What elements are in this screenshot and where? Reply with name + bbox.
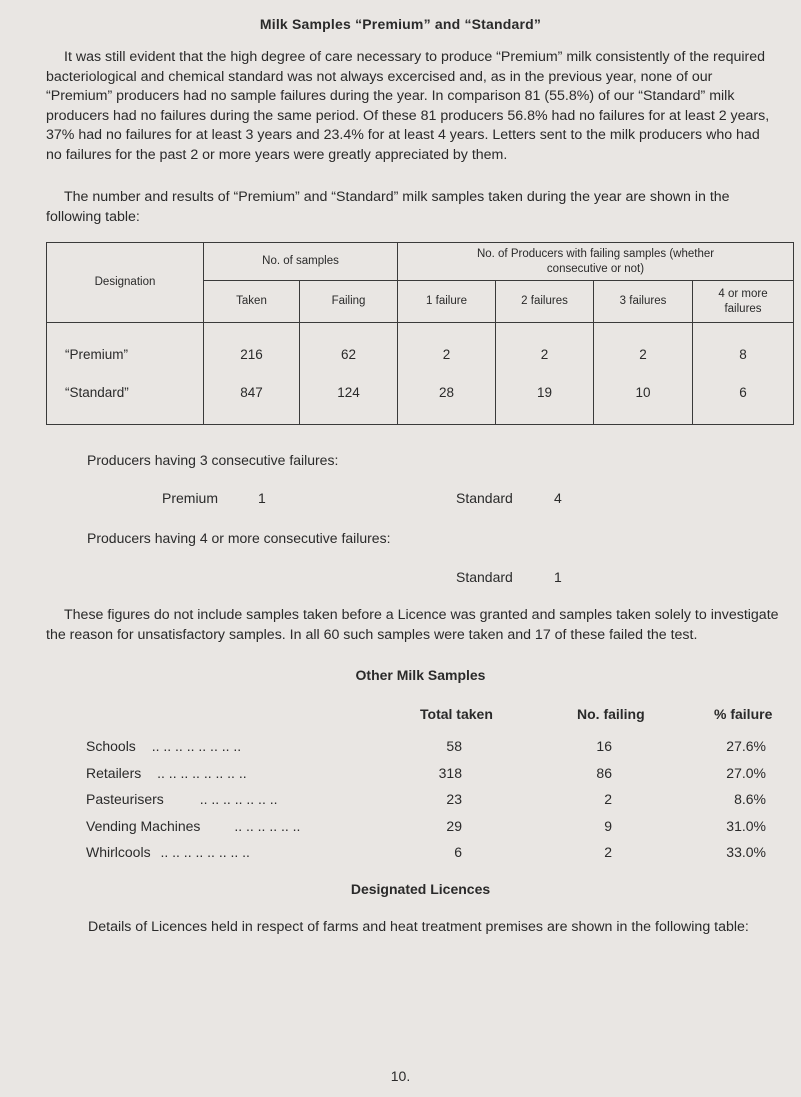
sub-header-4-or-more: 4 or more failures [693, 281, 794, 323]
three-failures-cell [594, 323, 693, 425]
standard-1-failure: 28 [439, 385, 455, 400]
list-item [86, 844, 250, 860]
premium-4-plus-failures: 8 [739, 347, 747, 362]
row-label-pasteurisers: Pasteurisers [86, 791, 164, 807]
whirlcools-percent: 33.0% [726, 844, 766, 860]
retailers-failing: 86 [596, 765, 612, 781]
table-intro-paragraph [46, 188, 776, 227]
designated-licences-title: Designated Licences [350, 881, 491, 897]
sub-header-2-failures: 2 failures [496, 281, 594, 323]
sub-header-3-failures: 3 failures [594, 281, 693, 323]
standard-4-plus-failures: 6 [739, 385, 747, 400]
licences-paragraph [88, 918, 788, 938]
pasteurisers-total: 23 [446, 791, 462, 807]
other-milk-samples-title: Other Milk Samples [355, 667, 486, 683]
row-label-schools: Schools [86, 738, 136, 754]
premium-failing: 62 [340, 347, 357, 362]
consecutive3-premium-value: 1 [258, 490, 266, 506]
paragraph-table-intro: The number and results of “Premium” and “Standard” milk samples taken during the year are shown in the following table: [46, 189, 730, 225]
standard-failing: 124 [337, 385, 360, 400]
list-item [86, 765, 247, 781]
vending-machines-total: 29 [446, 818, 462, 834]
row-label-vending-machines: Vending Machines [86, 818, 201, 834]
pasteurisers-failing: 2 [604, 791, 612, 807]
paragraph-licences: Details of Licences held in respect of farms and heat treatment premises are shown in the following table: [88, 919, 749, 935]
consecutive3-label: Producers having 3 consecutive failures: [87, 452, 339, 468]
designation-standard: “Standard” [65, 385, 129, 400]
consecutive4-standard-value: 1 [554, 569, 562, 585]
intro-paragraph [46, 48, 776, 166]
premium-2-failures: 2 [540, 347, 549, 362]
vending-machines-failing: 9 [604, 818, 612, 834]
consecutive3-premium-label: Premium [162, 490, 219, 506]
designation-cell [47, 323, 204, 425]
consecutive3-standard-value: 4 [554, 490, 562, 506]
one-failure-cell [398, 323, 496, 425]
standard-2-failures: 19 [537, 385, 553, 400]
retailers-total: 318 [438, 765, 462, 781]
two-failures-cell [496, 323, 594, 425]
samples-table [46, 242, 794, 425]
list-item [86, 738, 241, 754]
producers-header: No. of Producers with failing samples (whether consecutive or not) [398, 243, 794, 281]
page-number: 10. [390, 1068, 411, 1084]
schools-percent: 27.6% [726, 738, 766, 754]
retailers-percent: 27.0% [726, 765, 766, 781]
samples-header: No. of samples [204, 243, 398, 281]
premium-1-failure: 2 [442, 347, 451, 362]
whirlcools-total: 6 [454, 844, 462, 860]
no-failing-header: No. failing [577, 706, 645, 722]
schools-failing: 16 [596, 738, 612, 754]
designation-premium: “Premium” [65, 347, 128, 362]
failing-cell [300, 323, 398, 425]
designation-header: Designation [47, 243, 204, 323]
leader-dots: .. .. .. .. .. .. .. [199, 791, 278, 807]
paragraph-exclusions: These figures do not include samples taken before a Licence was granted and samples taken solely to investigate the reason for unsatisfactory samples. In all 60 such samples were taken and 17 of these failed the test. [46, 607, 779, 643]
row-label-whirlcools: Whirlcools [86, 844, 151, 860]
leader-dots: .. .. .. .. .. .. [234, 818, 301, 834]
pasteurisers-percent: 8.6% [734, 791, 766, 807]
premium-taken: 216 [240, 347, 263, 362]
exclusions-paragraph [46, 606, 796, 645]
standard-3-failures: 10 [635, 385, 651, 400]
leader-dots: .. .. .. .. .. .. .. .. [157, 765, 247, 781]
leader-dots: .. .. .. .. .. .. .. .. [151, 738, 242, 754]
sub-header-1-failure: 1 failure [398, 281, 496, 323]
page-title: Milk Samples “Premium” and “Standard” [259, 16, 542, 32]
schools-total: 58 [446, 738, 462, 754]
consecutive3-standard-label: Standard [456, 490, 513, 506]
consecutive4-standard-label: Standard [456, 569, 513, 585]
standard-taken: 847 [240, 385, 263, 400]
sub-header-taken: Taken [204, 281, 300, 323]
leader-dots: .. .. .. .. .. .. .. .. [160, 844, 250, 860]
row-label-retailers: Retailers [86, 765, 142, 781]
whirlcools-failing: 2 [604, 844, 612, 860]
list-item [86, 818, 300, 834]
premium-3-failures: 2 [639, 347, 647, 362]
four-plus-failures-cell [693, 323, 794, 425]
percent-failure-header: % failure [714, 706, 773, 722]
paragraph-premium-standard: It was still evident that the high degree of care necessary to produce “Premium” milk consistently of the required bacteriological and chemical standard was not always excercised and, as in the previous year, none of our “Premium” producers had no sample failures during the year. In comparison 81 (55.8%) of our “Standard” milk producers had no failures during the same period. Of these 81 producers 56.8% had no failures for at least 2 years, 37% had no failures for at least 3 years and 23.4% for at least 4 years. Letters sent to the milk producers who had no failures for the past 2 or more years were greatly appreciated by them. [46, 49, 770, 163]
list-item [86, 791, 278, 807]
vending-machines-percent: 31.0% [726, 818, 766, 834]
taken-cell [204, 323, 300, 425]
consecutive4-label: Producers having 4 or more consecutive failures: [87, 530, 391, 546]
total-taken-header: Total taken [420, 706, 493, 722]
sub-header-failing: Failing [300, 281, 398, 323]
